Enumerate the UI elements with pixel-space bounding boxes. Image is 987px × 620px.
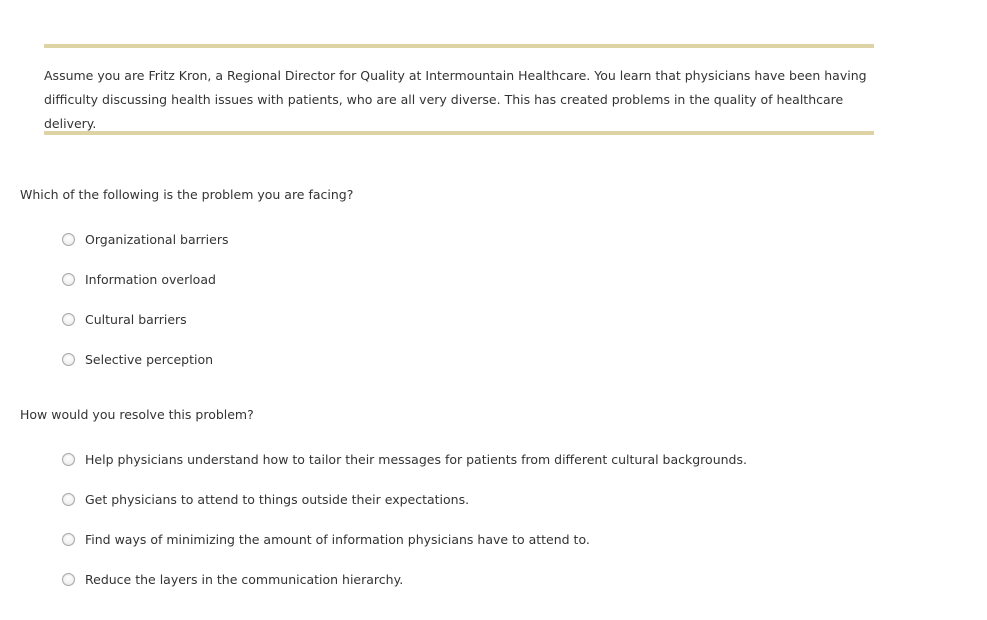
option-label: Find ways of minimizing the amount of information physicians have to attend to. xyxy=(85,531,590,547)
scenario-text xyxy=(44,64,879,136)
option-label: Information overload xyxy=(85,271,216,287)
scenario-top-divider xyxy=(44,44,874,48)
radio-button[interactable] xyxy=(62,233,75,246)
q2-option-tailor-messages[interactable] xyxy=(62,450,747,468)
scenario-line-2: difficulty discussing health issues with patients, who are all very diverse. This has created problems in the quality of healthcare delivery. xyxy=(44,92,844,131)
question-1-prompt: Which of the following is the problem you are facing? xyxy=(20,187,354,202)
option-label: Reduce the layers in the communication hierarchy. xyxy=(85,571,404,587)
q1-option-selective-perception[interactable] xyxy=(62,350,213,368)
radio-button[interactable] xyxy=(62,493,75,506)
scenario-bottom-divider xyxy=(44,131,874,135)
option-label: Selective perception xyxy=(85,351,214,367)
radio-button[interactable] xyxy=(62,313,75,326)
question-2-prompt: How would you resolve this problem? xyxy=(20,407,254,422)
radio-button[interactable] xyxy=(62,453,75,466)
q1-option-cultural-barriers[interactable] xyxy=(62,310,187,328)
radio-button[interactable] xyxy=(62,533,75,546)
radio-button[interactable] xyxy=(62,273,75,286)
scenario-line-1: Assume you are Fritz Kron, a Regional Director for Quality at Intermountain Healthcare. You learn that physicians have been having xyxy=(44,68,867,83)
q2-option-reduce-hierarchy-layers[interactable] xyxy=(62,570,403,588)
option-label: Cultural barriers xyxy=(85,311,187,327)
option-label: Get physicians to attend to things outside their expectations. xyxy=(85,491,470,507)
radio-button[interactable] xyxy=(62,353,75,366)
q2-option-attend-outside-expectations[interactable] xyxy=(62,490,469,508)
q2-option-minimize-information[interactable] xyxy=(62,530,590,548)
radio-button[interactable] xyxy=(62,573,75,586)
option-label: Help physicians understand how to tailor their messages for patients from different cultural backgrounds. xyxy=(85,451,747,467)
option-label: Organizational barriers xyxy=(85,231,229,247)
q1-option-information-overload[interactable] xyxy=(62,270,216,288)
q1-option-organizational-barriers[interactable] xyxy=(62,230,229,248)
